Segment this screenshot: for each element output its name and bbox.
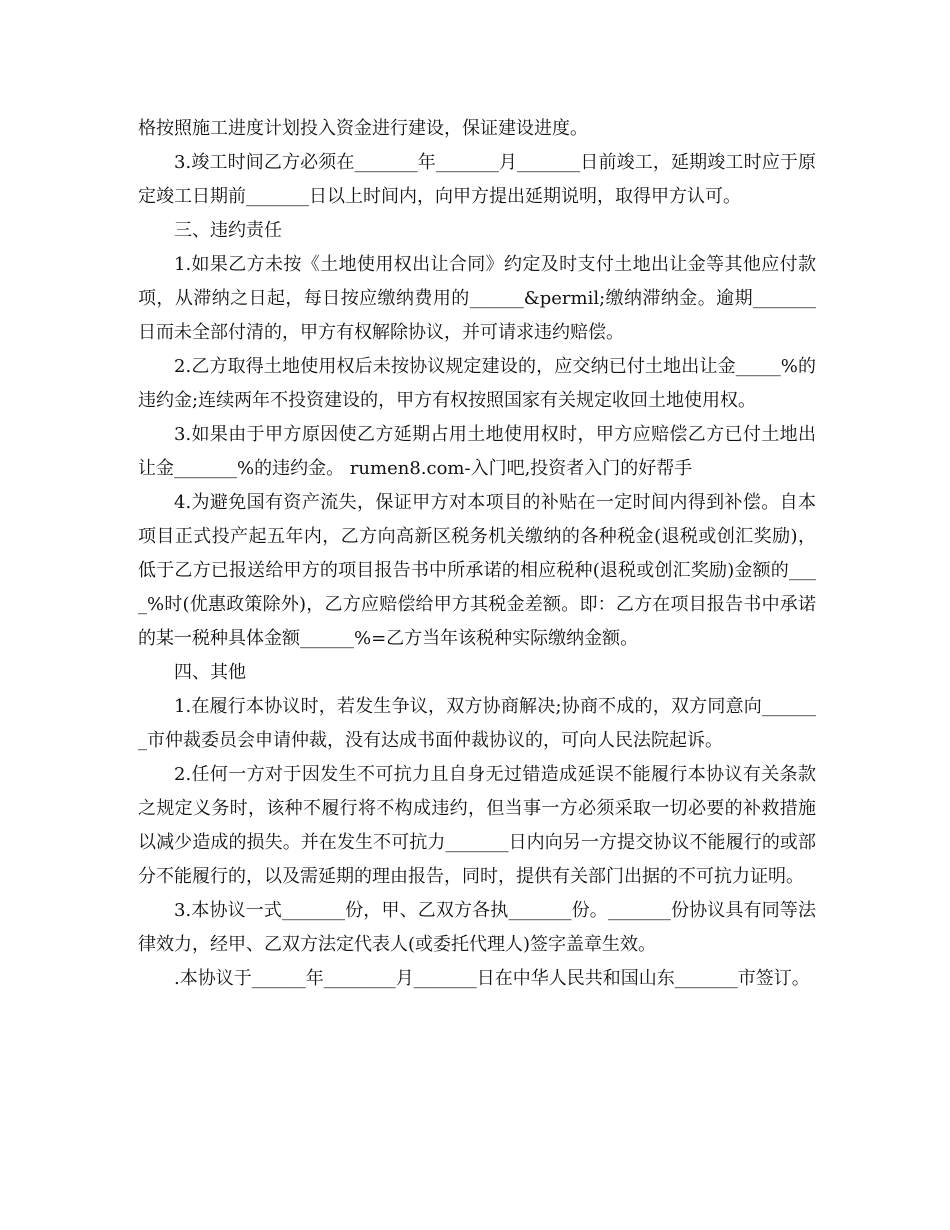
clause-completion-deadline: 3.竣工时间乙方必须在_______年_______月_______日前竣工，延期竣工时应于原定竣工日期前_______日以上时间内，向甲方提出延期说明，取得甲方认可。 (138, 152, 816, 207)
clause-signing: .本协议于______年________月_______日在中华人民共和国山东_______市签订。 (174, 968, 810, 989)
clause-late-payment: 1.如果乙方未按《土地使用权出让合同》约定及时支付土地出让金等其他应付款项，从滞纳之日起，每日按应缴纳费用的______&permil;缴纳滞纳金。逾期_______日而未全部付清的，甲方有权解除协议，并可请求违约赔偿。 (138, 254, 816, 343)
clause-force-majeure: 2.任何一方对于因发生不可抗力且自身无过错造成延误不能履行本协议有关条款之规定义务时，该种不履行将不构成违约，但当事一方必须采取一切必要的补救措施以减少造成的损失。并在发生不可抗力_______日内向另一方提交协议不能履行的或部分不能履行的，以及需延期的理由报告，同时，提供有关部门出据的不可抗力证明。 (138, 764, 816, 887)
clause-copies: 3.本协议一式_______份，甲、乙双方各执_______份。_______份协议具有同等法律效力，经甲、乙双方法定代表人(或委托代理人)签字盖章生效。 (138, 900, 816, 955)
section-heading-breach-liability: 三、违约责任 (174, 220, 282, 241)
clause-dispute-resolution: 1.在履行本协议时，若发生争议，双方协商解决;协商不成的，双方同意向_______市仲裁委员会申请仲裁，没有达成书面仲裁协议的，可向人民法院起诉。 (138, 696, 816, 751)
clause-construction-default: 2.乙方取得土地使用权后未按协议规定建设的，应交纳已付土地出让金_____%的违约金;连续两年不投资建设的，甲方有权按照国家有关规定收回土地使用权。 (138, 356, 816, 411)
clause-tax-compensation: 4.为避免国有资产流失，保证甲方对本项目的补贴在一定时间内得到补偿。自本项目正式投产起五年内，乙方向高新区税务机关缴纳的各种税金(退税或创汇奖励)，低于乙方已报送给甲方的项目报告书中所承诺的相应税种(退税或创汇奖励)金额的____%时(优惠政策除外)，乙方应赔偿给甲方其税金差额。即：乙方在项目报告书中承诺的某一税种具体金额______%=乙方当年该税种实际缴纳金额。 (138, 492, 816, 649)
clause-party-a-delay: 3.如果由于甲方原因使乙方延期占用土地使用权时，甲方应赔偿乙方已付土地出让金_______%的违约金。 rumen8.com-入门吧,投资者入门的好帮手 (138, 424, 816, 479)
paragraph-continuation: 格按照施工进度计划投入资金进行建设，保证建设进度。 (138, 118, 588, 139)
section-heading-other: 四、其他 (174, 662, 246, 683)
document-page (138, 112, 816, 996)
